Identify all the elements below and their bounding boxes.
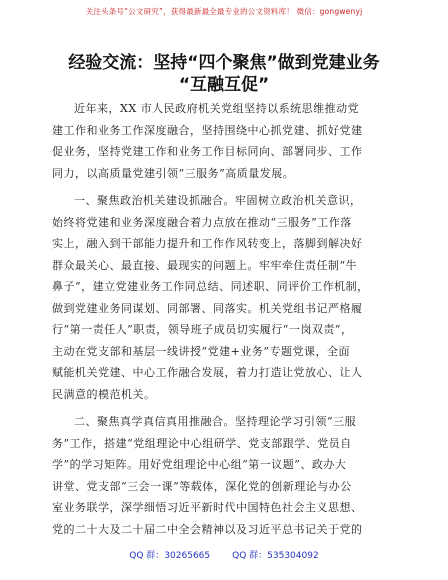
text-line: 做到党建业务同谋划、同部署、同落实。机关党组书记严格履 <box>52 301 363 315</box>
text-line: 同力，以高质量党建引领“三服务”高质量发展。 <box>52 166 295 180</box>
text-line: 实上，融入到干部能力提升和工作作风转变上，落脚到解决好 <box>52 237 363 250</box>
text-line: 一、聚焦政治机关建设抓融合。牢固树立政治机关意识， <box>74 194 362 207</box>
top-banner: 关注头条号“公文研究”，获得最新最全最专业的公文资料库！ 微信：gongwenyj <box>85 7 363 16</box>
text-line: 行“第一责任人”职责，领导班子成员切实履行“一岗双责”， <box>52 323 353 336</box>
text-line: 促业务，坚持党建工作和业务工作目标同向、部署同步、工作 <box>52 145 363 158</box>
title-line-2: “互融互促” <box>178 75 270 95</box>
text-line: 建工作和业务工作深度融合，坚持围绕中心抓党建、抓好党建 <box>52 123 363 137</box>
text-line: 二、聚焦真学真信真用推融合。坚持理论学习引领“三服 <box>74 415 357 428</box>
text-line: 民满意的模范机关。 <box>52 387 156 401</box>
text-line: 室业务联学，深学细悟习近平新时代中国特色社会主义思想、 <box>52 501 363 514</box>
qq-group-2: QQ 群：535304092 <box>232 551 319 561</box>
document-body <box>52 98 398 546</box>
qq-group-1: QQ 群：30265665 <box>129 551 211 561</box>
text-line: 群众最关心、最直接、最现实的问题上。牢牢牵住责任制“牛 <box>52 258 358 272</box>
title-line-1: 经验交流：坚持“四个聚焦”做到党建业务 <box>68 53 380 73</box>
paragraph-section-2 <box>52 411 398 540</box>
text-line: 党的二十大及二十届二中全会精神以及习近平总书记关于党的 <box>52 522 363 536</box>
text-line: 赋能机关党建、中心工作融合发展，着力打造让党放心、让人 <box>52 366 363 379</box>
paragraph-section-1 <box>52 190 398 405</box>
text-line: 始终将党建和业务深度融合着力点放在推动“三服务”工作落 <box>52 215 352 229</box>
text-line: 讲堂、党支部“三会一课”等载体，深化党的创新理论与办公 <box>52 479 352 493</box>
footer-qq-groups <box>0 548 448 561</box>
document-title <box>0 52 448 96</box>
text-line: 近年来，XX 市人民政府机关党组坚持以系统思维推动党 <box>74 102 360 115</box>
text-line: 学”的学习矩阵。用好党组理论中心组“第一议题”、政办大 <box>52 458 347 471</box>
text-line: 务”工作，搭建“党组理论中心组研学、党支部跟学、党员自 <box>52 436 352 450</box>
text-line: 鼻子”，建立党建业务工作同总结、同述职、同评价工作机制， <box>52 280 369 293</box>
text-line: 主动在党支部和基层一线讲授“党建+业务”专题党课，全面 <box>52 344 350 358</box>
paragraph-intro <box>52 98 398 184</box>
